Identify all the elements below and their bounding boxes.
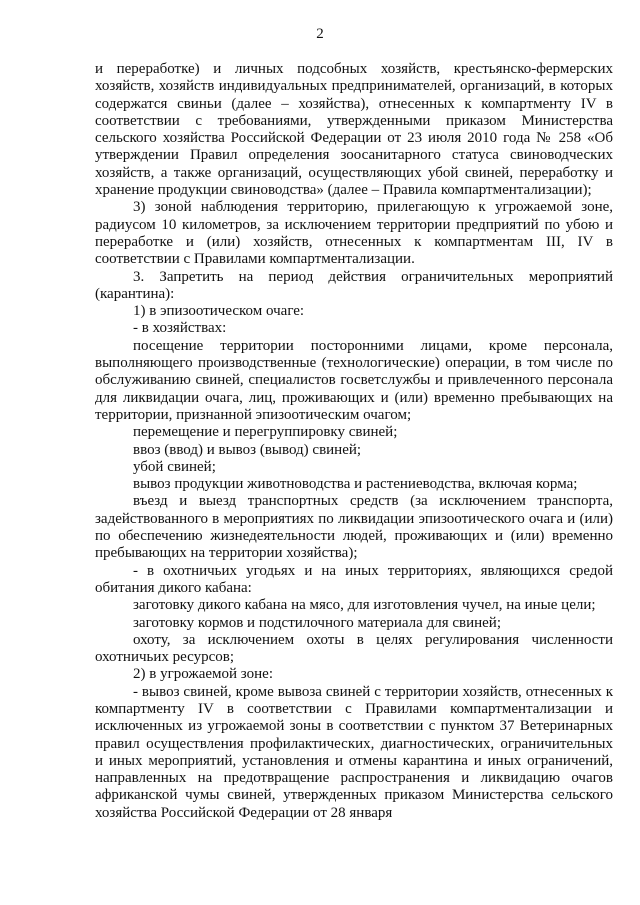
paragraph: 2) в угрожаемой зоне: [133,666,273,683]
document-body [95,61,613,822]
paragraph: охоту, за исключением охоты в целях регулирования численности охотничьих ресурсов; [95,631,613,666]
paragraph: 1) в эпизоотическом очаге: [133,303,305,320]
paragraph: - вывоз свиней, кроме вывоза свиней с территории хозяйств, отнесенных к компартменту IV в соответствии с Правилами компартментализации и исключенных из угрожаемой зоны в соответствии с пунктом 37 Ветеринарных правил осуществления профилактических, диагностических, ограничительных и иных мероприятий, установления и отмены карантина и иных ограничений, направленных на предотвращение распространения и ликвидацию очагов африканской чумы свиней, утвержденных приказом Министерства сельского хозяйства Российской Федерации от 28 января [95,683,613,821]
paragraph: посещение территории посторонними лицами, кроме персонала, выполняющего производственные (технологические) операции, в том числе по обслуживанию свиней, специалистов госветслужбы и привлеченного персонала для ликвидации очага, лиц, проживающих и (или) временно пребывающих на территории, признанной эпизоотическим очагом; [95,337,613,423]
paragraph: убой свиней; [133,458,216,475]
paragraph: и переработке) и личных подсобных хозяйств, крестьянско-фермерских хозяйств, хозяйств индивидуальных предпринимателей, организаций, в которых содержатся свиньи (далее – хозяйства), отнесенных к компартменту IV в соответствии с требованиями, утвержденными приказом Министерства сельского хозяйства Российской Федерации от 23 июля 2010 года № 258 «Об утверждении Правил определения зоосанитарного статуса свиноводческих хозяйств, а также организаций, осуществляющих убой свиней, переработку и хранение продукции свиноводства» (далее – Правила компартментализации); [95,61,613,199]
paragraph: 3) зоной наблюдения территорию, прилегающую к угрожаемой зоне, радиусом 10 километров, за исключением территории предприятий по убою и переработке и (или) хозяйств, отнесенных к компартментам III, IV в соответствии с Правилами компартментализации. [95,199,613,268]
page-number: 2 [316,26,324,42]
paragraph: заготовку дикого кабана на мясо, для изготовления чучел, на иные цели; [133,597,596,614]
paragraph: перемещение и перегруппировку свиней; [133,424,398,441]
paragraph: ввоз (ввод) и вывоз (вывод) свиней; [133,441,362,458]
paragraph: въезд и выезд транспортных средств (за исключением транспорта, задействованного в мероприятиях по ликвидации эпизоотического очага и (или) по обеспечению жизнедеятельности людей, проживающих и (или) временно пребывающих на территории хозяйства); [95,493,613,562]
paragraph: 3. Запретить на период действия ограничительных мероприятий (карантина): [95,268,613,302]
paragraph: - в охотничьих угодьях и на иных территориях, являющихся средой обитания дикого кабана: [95,562,613,596]
paragraph: вывоз продукции животноводства и растениеводства, включая корма; [133,476,578,493]
paragraph: заготовку кормов и подстилочного материала для свиней; [133,614,501,631]
paragraph: - в хозяйствах: [133,320,227,337]
